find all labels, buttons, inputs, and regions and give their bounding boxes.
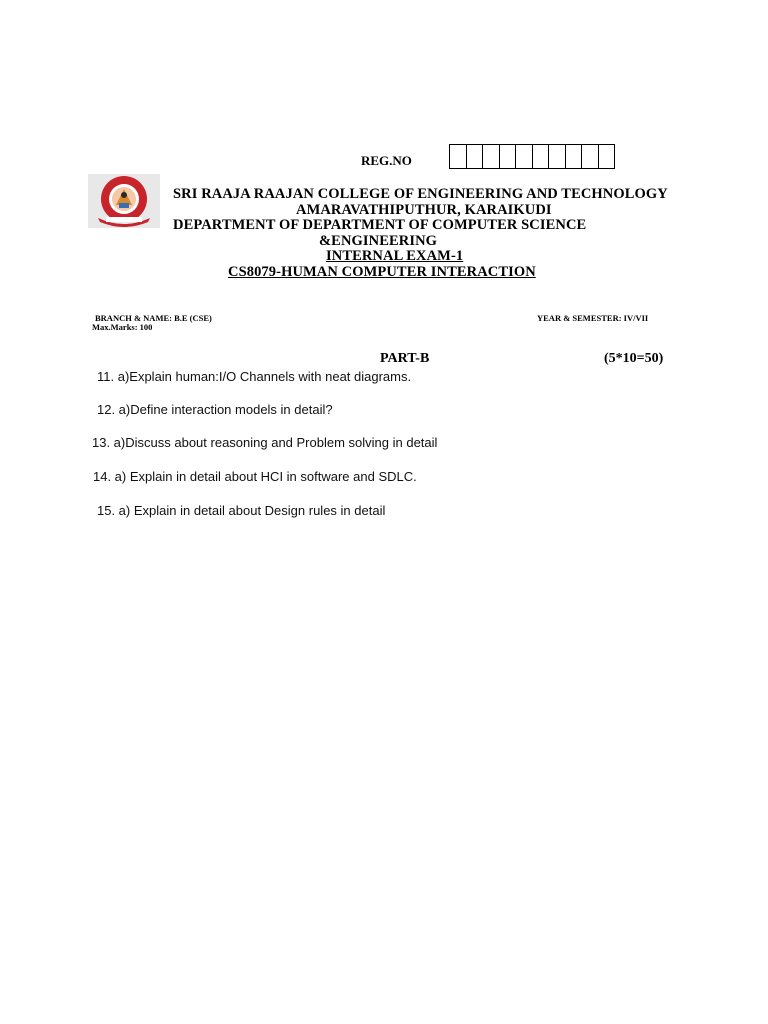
- reg-no-box[interactable]: [533, 145, 550, 168]
- question-12: 12. a)Define interaction models in detail?: [97, 402, 333, 417]
- reg-no-box[interactable]: [516, 145, 533, 168]
- question-13: 13. a)Discuss about reasoning and Problem solving in detail: [92, 435, 438, 450]
- reg-no-box[interactable]: [599, 145, 616, 168]
- department-line-2: &ENGINEERING: [319, 233, 438, 249]
- department-line-1: DEPARTMENT OF DEPARTMENT OF COMPUTER SCIENCE: [173, 217, 587, 233]
- college-name: SRI RAAJA RAAJAN COLLEGE OF ENGINEERING AND TECHNOLOGY: [173, 186, 668, 202]
- max-marks: Max.Marks: 100: [92, 322, 153, 332]
- question-14: 14. a) Explain in detail about HCI in software and SDLC.: [93, 469, 417, 484]
- reg-no-box[interactable]: [450, 145, 467, 168]
- part-marks: (5*10=50): [604, 351, 664, 366]
- reg-no-box[interactable]: [483, 145, 500, 168]
- reg-no-box[interactable]: [566, 145, 583, 168]
- reg-no-label: REG.NO: [361, 153, 412, 168]
- part-title: PART-B: [380, 351, 430, 366]
- college-logo-icon: [88, 174, 160, 228]
- subject-title: CS8079-HUMAN COMPUTER INTERACTION: [228, 264, 536, 280]
- exam-title: INTERNAL EXAM-1: [326, 248, 464, 264]
- branch-name: BRANCH & NAME: B.E (CSE): [95, 313, 212, 323]
- reg-no-boxes[interactable]: [449, 144, 615, 169]
- year-semester: YEAR & SEMESTER: IV/VII: [537, 313, 649, 323]
- question-11: 11. a)Explain human:I/O Channels with neat diagrams.: [97, 369, 412, 384]
- reg-no-box[interactable]: [549, 145, 566, 168]
- question-15: 15. a) Explain in detail about Design rules in detail: [97, 503, 386, 518]
- reg-no-box[interactable]: [500, 145, 517, 168]
- reg-no-box[interactable]: [467, 145, 484, 168]
- college-location: AMARAVATHIPUTHUR, KARAIKUDI: [296, 202, 552, 218]
- reg-no-box[interactable]: [582, 145, 599, 168]
